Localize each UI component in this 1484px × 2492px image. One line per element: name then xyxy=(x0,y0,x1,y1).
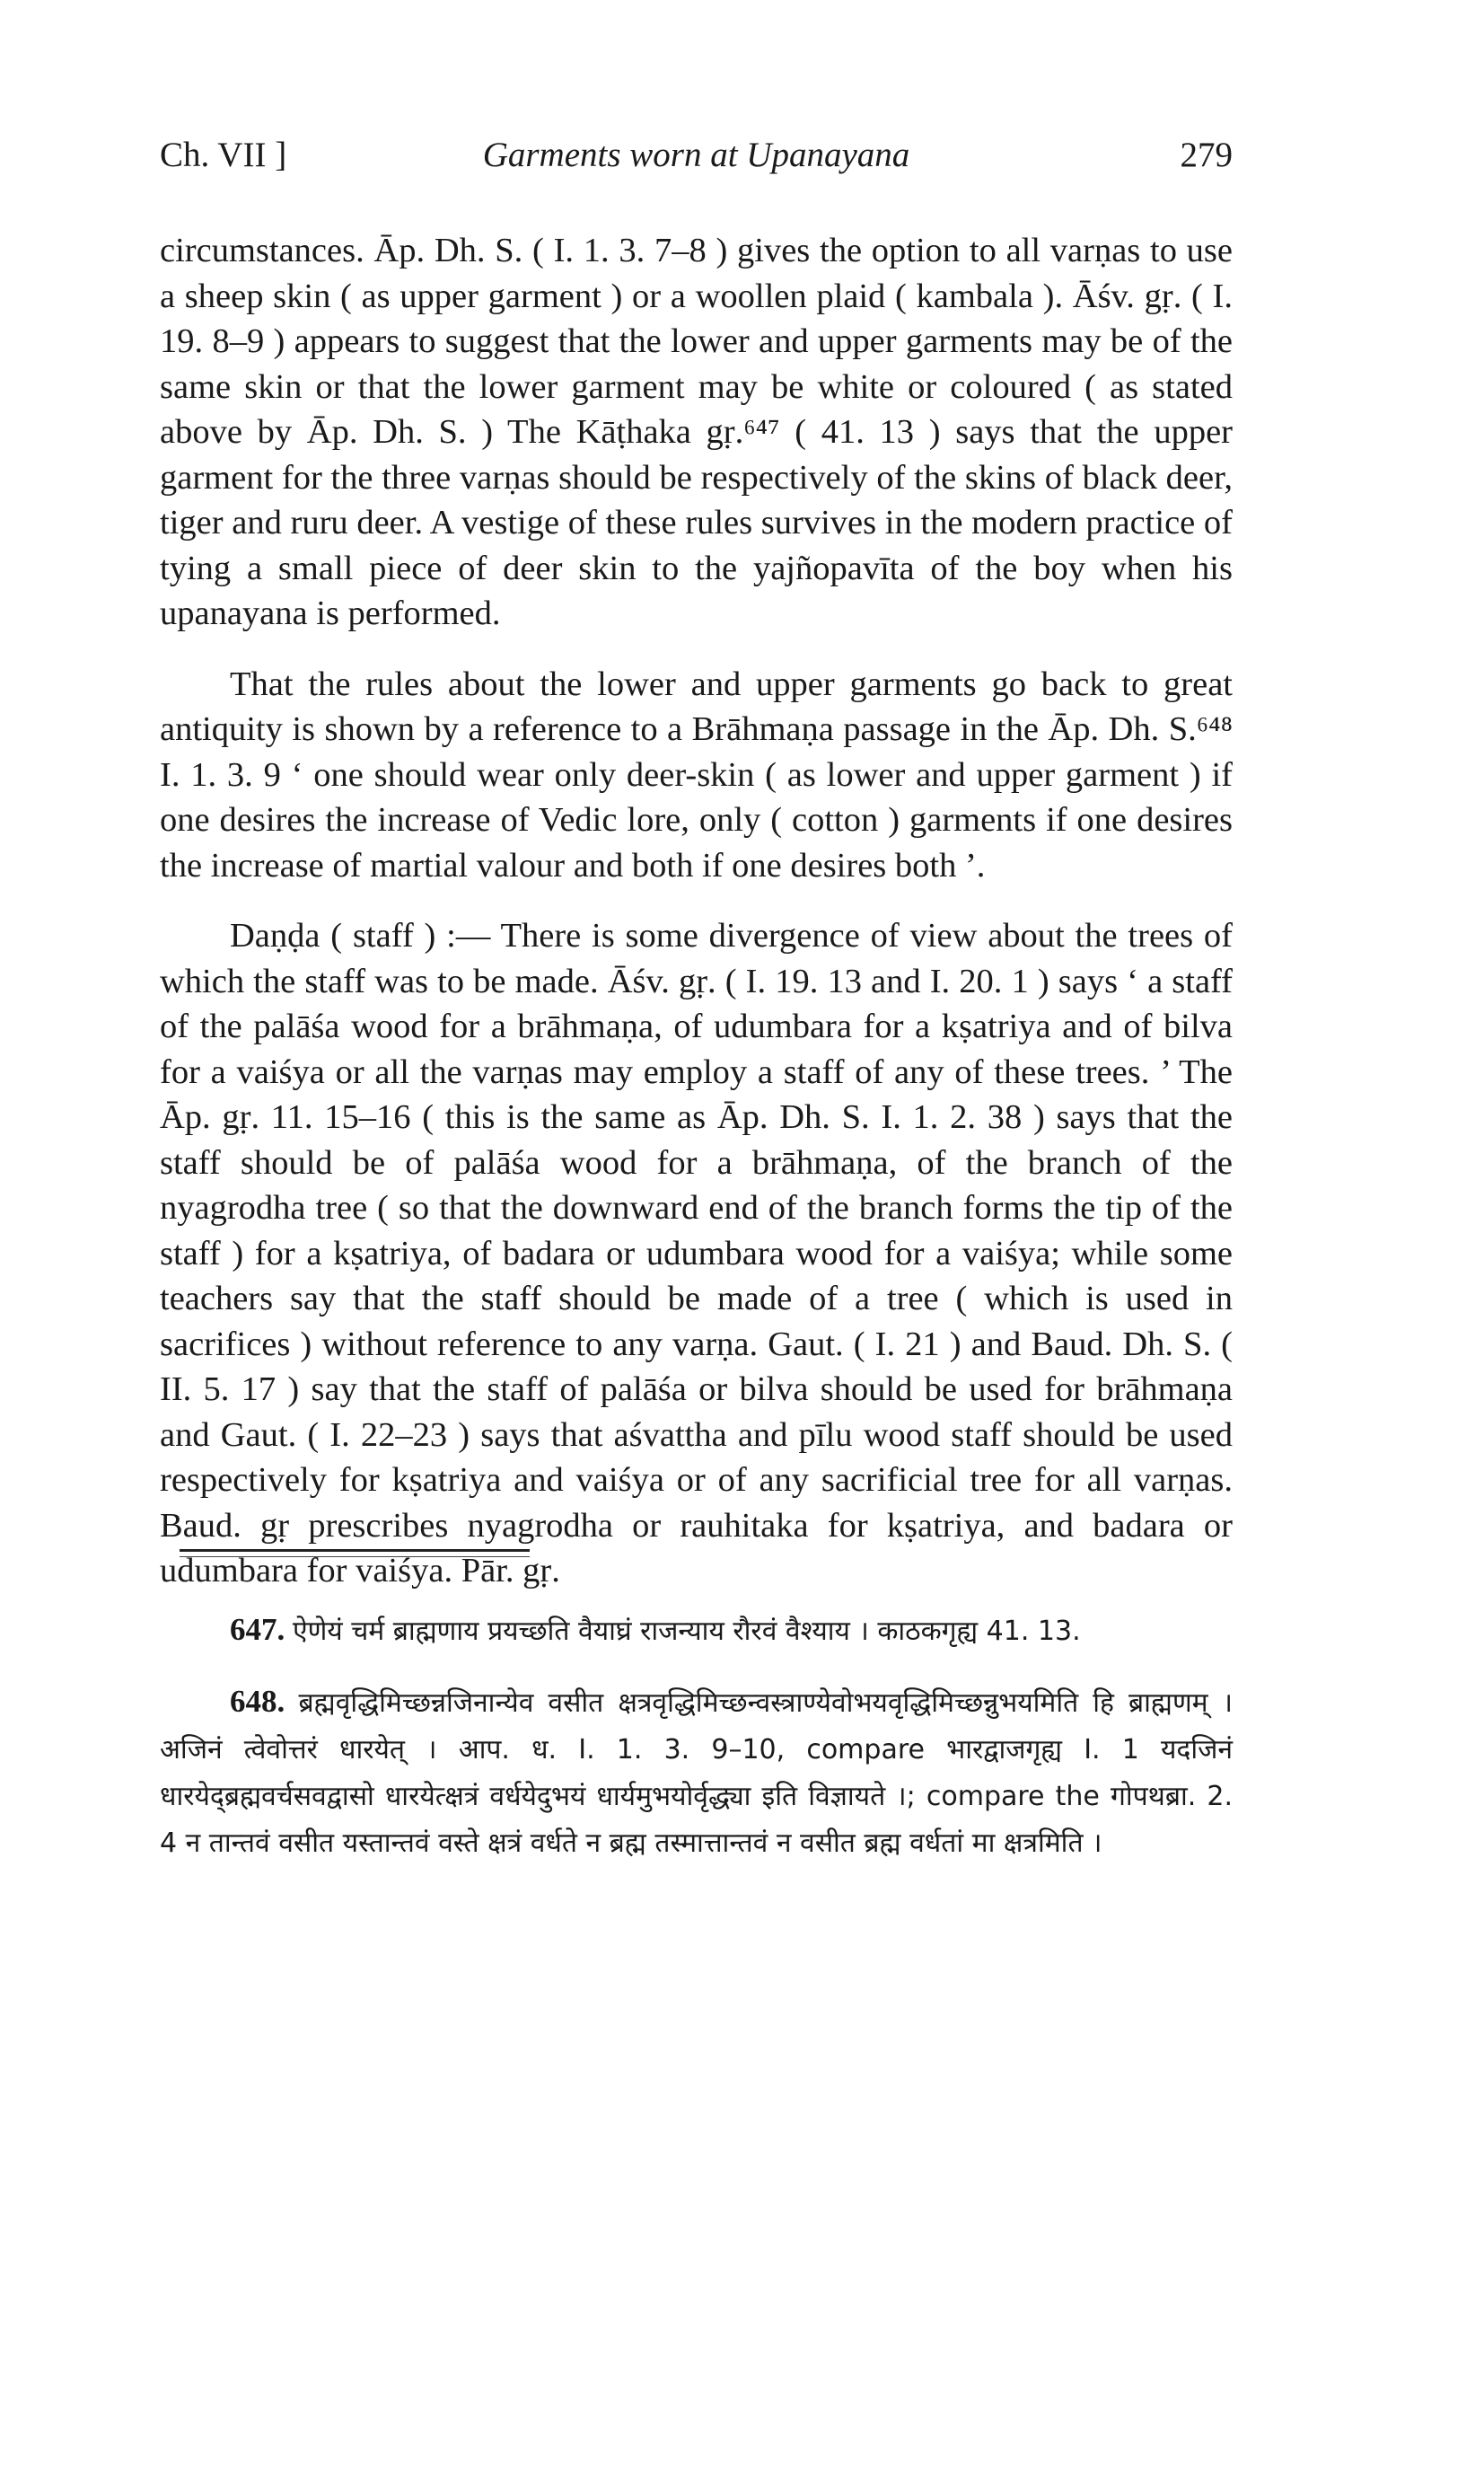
paragraph-3: Daṇḍa ( staff ) :— There is some divergence of view about the trees of which the staff was to be made. Āśv. gṛ. ( I. 19. 13 and I. 20. 1 ) says ‘ a staff of the palāśa wood for a brāhmaṇa, of udumbara for a kṣatriya and of bilva for a vaiśya or all the varṇas may employ a staff of any of these trees. ’ The Āp. gṛ. 11. 15–16 ( this is the same as Āp. Dh. S. I. 1. 2. 38 ) says that the staff should be of palāśa wood for a brāhmaṇa, of the branch of the nyagrodha tree ( so that the downward end of the branch forms the tip of the staff ) for a kṣatriya, of badara or udumbara wood for a vaiśya; while some teachers say that the staff should be made of a tree ( which is used in sacrifices ) without reference to any varṇa. Gaut. ( I. 21 ) and Baud. Dh. S. ( II. 5. 17 ) say that the staff of palāśa or bilva should be used for brāhmaṇa and Gaut. ( I. 22–23 ) says that aśvattha and pīlu wood staff should be used respectively for kṣatriya and vaiśya or of any sacrificial tree for all varṇas. Baud. gṛ prescribes nyagrodha or rauhitaka for kṣatriya, and badara or udumbara for vaiśya. Pār. gṛ. xyxy=(160,917,1233,1589)
footnote-divider xyxy=(180,1549,530,1552)
footnote-number: 647. xyxy=(230,1612,285,1647)
page-number: 279 xyxy=(1180,136,1233,174)
footnote-divider-thin xyxy=(180,1556,530,1557)
footnote-text: ऐणेयं चर्म ब्राह्मणाय प्रयच्छति वैयाघ्रं राजन्याय रौरवं वैश्याय । काठकगृह्य 41. 13. xyxy=(293,1616,1081,1647)
footnotes xyxy=(160,1607,1233,1866)
running-header xyxy=(160,135,1233,189)
chapter-label: Ch. VII ] xyxy=(160,136,287,174)
footnote-number: 648. xyxy=(230,1684,285,1719)
footnote-648 xyxy=(160,1679,1233,1866)
paragraph-2: That the rules about the lower and upper garments go back to great antiquity is shown by a reference to a Brāhmaṇa passage in the Āp. Dh. S.⁶⁴⁸ I. 1. 3. 9 ‘ one should wear only deer-skin ( as lower and upper garment ) if one desires the increase of Vedic lore, only ( cotton ) garments if one desires the increase of martial valour and both if one desires both ’. xyxy=(160,665,1233,885)
footnote-text: ब्रह्मवृद्धिमिच्छन्नजिनान्येव वसीत क्षत्रवृद्धिमिच्छन्वस्त्राण्येवोभयवृद्धिमिच्छन्नुभयमिति हि ब्राह्मणम् । अजिनं त्वेवोत्तरं धारयेत् । आप. ध. I. 1. 3. 9–10, compare भारद्वाजगृह्य I. 1 यदजिनं धारयेद्ब्रह्मवर्चसवद्वासो धारयेत्क्षत्रं वर्धयेदुभयं धार्यमुभयोर्वृद्ध्या इति विज्ञायते ।; compare the गोपथब्रा. 2. 4 न तान्तवं वसीत यस्तान्तवं वस्ते क्षत्रं वर्धते न ब्रह्म तस्मात्तान्तवं न वसीत ब्रह्म वर्धतां मा क्षत्रमिति । xyxy=(160,1687,1233,1859)
footnote-647 xyxy=(160,1607,1233,1654)
running-title: Garments worn at Upanayana xyxy=(482,136,910,174)
paragraph-1: circumstances. Āp. Dh. S. ( I. 1. 3. 7–8 ) gives the option to all varṇas to use a sheep skin ( as upper garment ) or a woollen plaid ( kambala ). Āśv. gṛ. ( I. 19. 8–9 ) appears to suggest that the lower and upper garments may be of the same skin or that the lower garment may be white or coloured ( as stated above by Āp. Dh. S. ) The Kāṭhaka gṛ.⁶⁴⁷ ( 41. 13 ) says that the upper garment for the three varṇas should be respectively of the skins of black deer, tiger and ruru deer. A vestige of these rules survives in the modern practice of tying a small piece of deer skin to the yajñopavīta of the boy when his upanayana is performed. xyxy=(160,232,1233,632)
main-text xyxy=(160,228,1233,1594)
